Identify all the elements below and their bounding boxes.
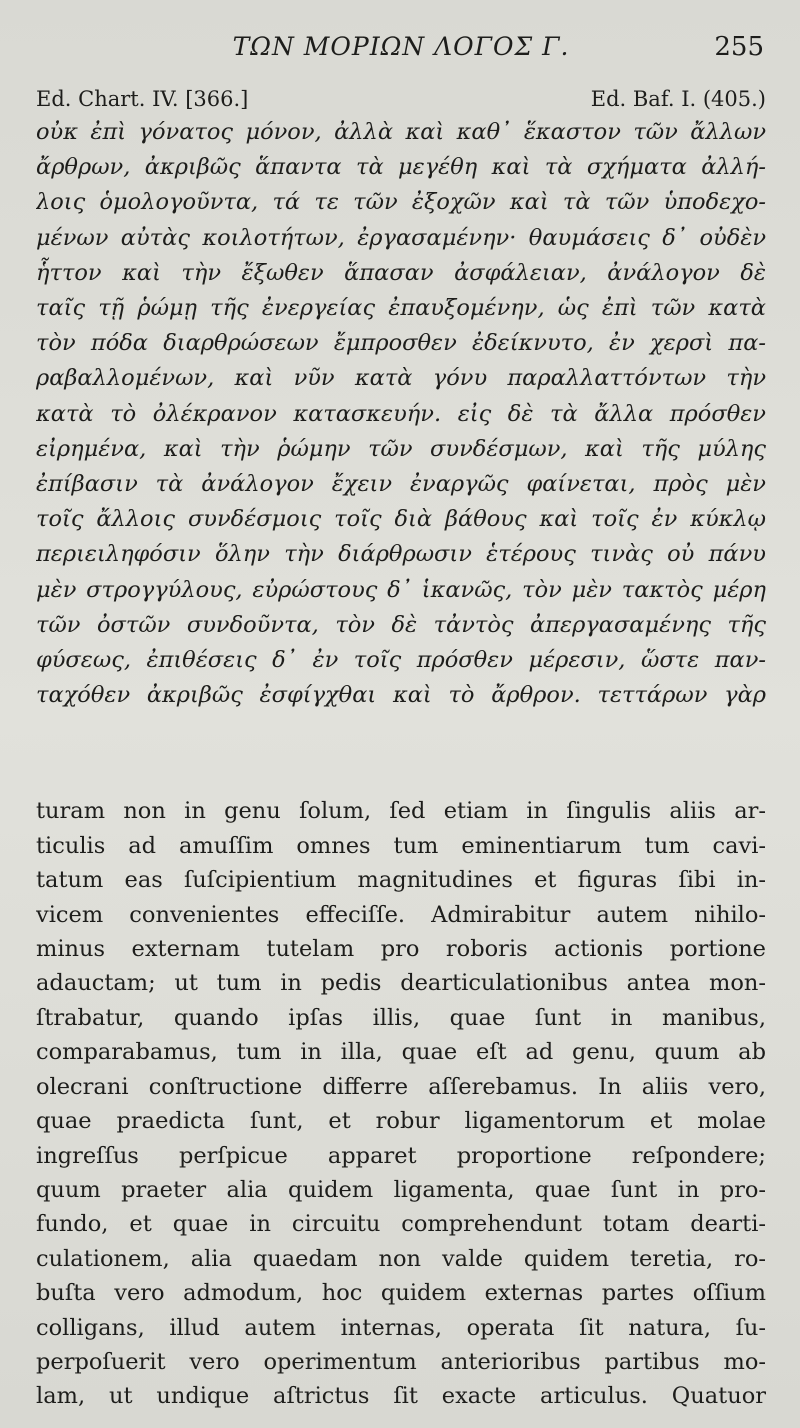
latin-text-line: quum praeter alia quidem ligamenta, quae ſunt in pro- <box>36 1176 766 1203</box>
greek-text-line: κατὰ τὸ ὀλέκρανον κατασκευήν. εἰς δὲ τὰ ἄλλα πρόσθεν <box>36 400 766 427</box>
latin-text-line: culationem, alia quaedam non valde quidem teretia, ro- <box>36 1245 766 1272</box>
latin-text-line: lam, ut undique aſtrictus ſit exacte articulus. Quatuor <box>36 1383 766 1410</box>
latin-text-line: ticulis ad amuſſim omnes tum eminentiarum tum cavi- <box>36 832 766 859</box>
greek-text-line: ραβαλλομένων, καὶ νῦν κατὰ γόνυ παραλλαττόντων τὴν <box>36 365 766 392</box>
greek-text-line: λοις ὁμολογοῦντα, τά τε τῶν ἐξοχῶν καὶ τὰ τῶν ὑποδεχο- <box>36 189 766 216</box>
latin-text-block <box>36 794 766 1413</box>
latin-text-line: buſta vero admodum, hoc quidem externas partes oſſium <box>36 1280 766 1307</box>
latin-text-line: comparabamus, tum in illa, quae eſt ad genu, quum ab <box>36 1039 766 1066</box>
greek-text-line: τῶν ὀστῶν συνδοῦντα, τὸν δὲ τἀντὸς ἀπεργασαμένης τῆς <box>36 611 766 638</box>
latin-text-line: ſtrabatur, quando ipſas illis, quae ſunt in manibus, <box>36 1004 766 1031</box>
latin-text-line: olecrani conſtructione differre aſſerebamus. In aliis vero, <box>36 1073 766 1100</box>
greek-text-line: περιειληφόσιν ὅλην τὴν διάρθρωσιν ἑτέρους τινὰς οὐ πάνυ <box>36 541 766 568</box>
latin-text-line: minus externam tutelam pro roboris actionis portione <box>36 936 766 963</box>
greek-text-line: ταχόθεν ἀκριβῶς ἐσφίγχθαι καὶ τὸ ἄρθρον. τεττάρων γὰρ <box>36 682 766 709</box>
latin-text-line: vicem convenientes effeciſſe. Admirabitur autem nihilo- <box>36 901 766 928</box>
greek-text-line: φύσεως, ἐπιθέσεις δ᾿ ἐν τοῖς πρόσθεν μέρεσιν, ὥστε παν- <box>36 647 766 674</box>
page-header <box>36 26 766 66</box>
greek-text-block <box>36 115 766 713</box>
latin-text-line: colligans, illud autem internas, operata ſit natura, ſu- <box>36 1314 766 1341</box>
edition-reference-left: Ed. Chart. IV. [366.] <box>36 87 249 111</box>
greek-text-line: οὐκ ἐπὶ γόνατος μόνον, ἀλλὰ καὶ καθ᾿ ἕκαστον τῶν ἄλλων <box>36 119 766 145</box>
running-title: ΤΩΝ ΜΟΡΙΩΝ ΛΟΓΟΣ Γ. <box>232 32 570 61</box>
greek-text-line: ἐπίβασιν τὰ ἀνάλογον ἔχειν ἐναργῶς φαίνεται, πρὸς μὲν <box>36 471 766 498</box>
greek-text-line: τὸν πόδα διαρθρώσεων ἔμπροσθεν ἐδείκνυτο, ἐν χερσὶ πα- <box>36 330 766 357</box>
latin-text-line: fundo, et quae in circuitu comprehendunt totam dearti- <box>36 1211 766 1238</box>
greek-text-line: εἰρημένα, καὶ τὴν ῥώμην τῶν συνδέσμων, καὶ τῆς μύλης <box>36 435 766 462</box>
latin-text-line: ingreſſus perſpicue apparet proportione reſpondere; <box>36 1142 766 1169</box>
latin-text-line: adauctam; ut tum in pedis dearticulationibus antea mon- <box>36 970 766 997</box>
edition-reference-right: Ed. Baf. I. (405.) <box>590 87 766 111</box>
greek-text-line: τοῖς ἄλλοις συνδέσμοις τοῖς διὰ βάθους καὶ τοῖς ἐν κύκλῳ <box>36 506 766 533</box>
greek-text-line: ταῖς τῇ ῥώμῃ τῆς ἐνεργείας ἐπαυξομένην, ὡς ἐπὶ τῶν κατὰ <box>36 295 766 322</box>
page-number: 255 <box>714 32 764 62</box>
latin-text-line: perpoſuerit vero operimentum anterioribus partibus mo- <box>36 1348 766 1375</box>
edition-references <box>36 84 766 114</box>
greek-text-line: μὲν στρογγύλους, εὐρώστους δ᾿ ἱκανῶς, τὸν μὲν τακτὸς μέρη <box>36 576 766 603</box>
greek-text-line: ἧττον καὶ τὴν ἔξωθεν ἅπασαν ἀσφάλειαν, ἀνάλογον δὲ <box>36 259 766 286</box>
greek-text-line: ἄρθρων, ἀκριβῶς ἅπαντα τὰ μεγέθη καὶ τὰ σχήματα ἀλλή- <box>36 154 766 181</box>
latin-text-line: quae praedicta ſunt, et robur ligamentorum et molae <box>36 1108 766 1135</box>
greek-text-line: μένων αὐτὰς κοιλοτήτων, ἐργασαμένην· θαυμάσεις δ᾿ οὐδὲν <box>36 224 766 251</box>
latin-text-line: turam non in genu ſolum, ſed etiam in ſingulis aliis ar- <box>36 798 766 825</box>
latin-text-line: tatum eas ſuſcipientium magnitudines et figuras ſibi in- <box>36 867 766 894</box>
